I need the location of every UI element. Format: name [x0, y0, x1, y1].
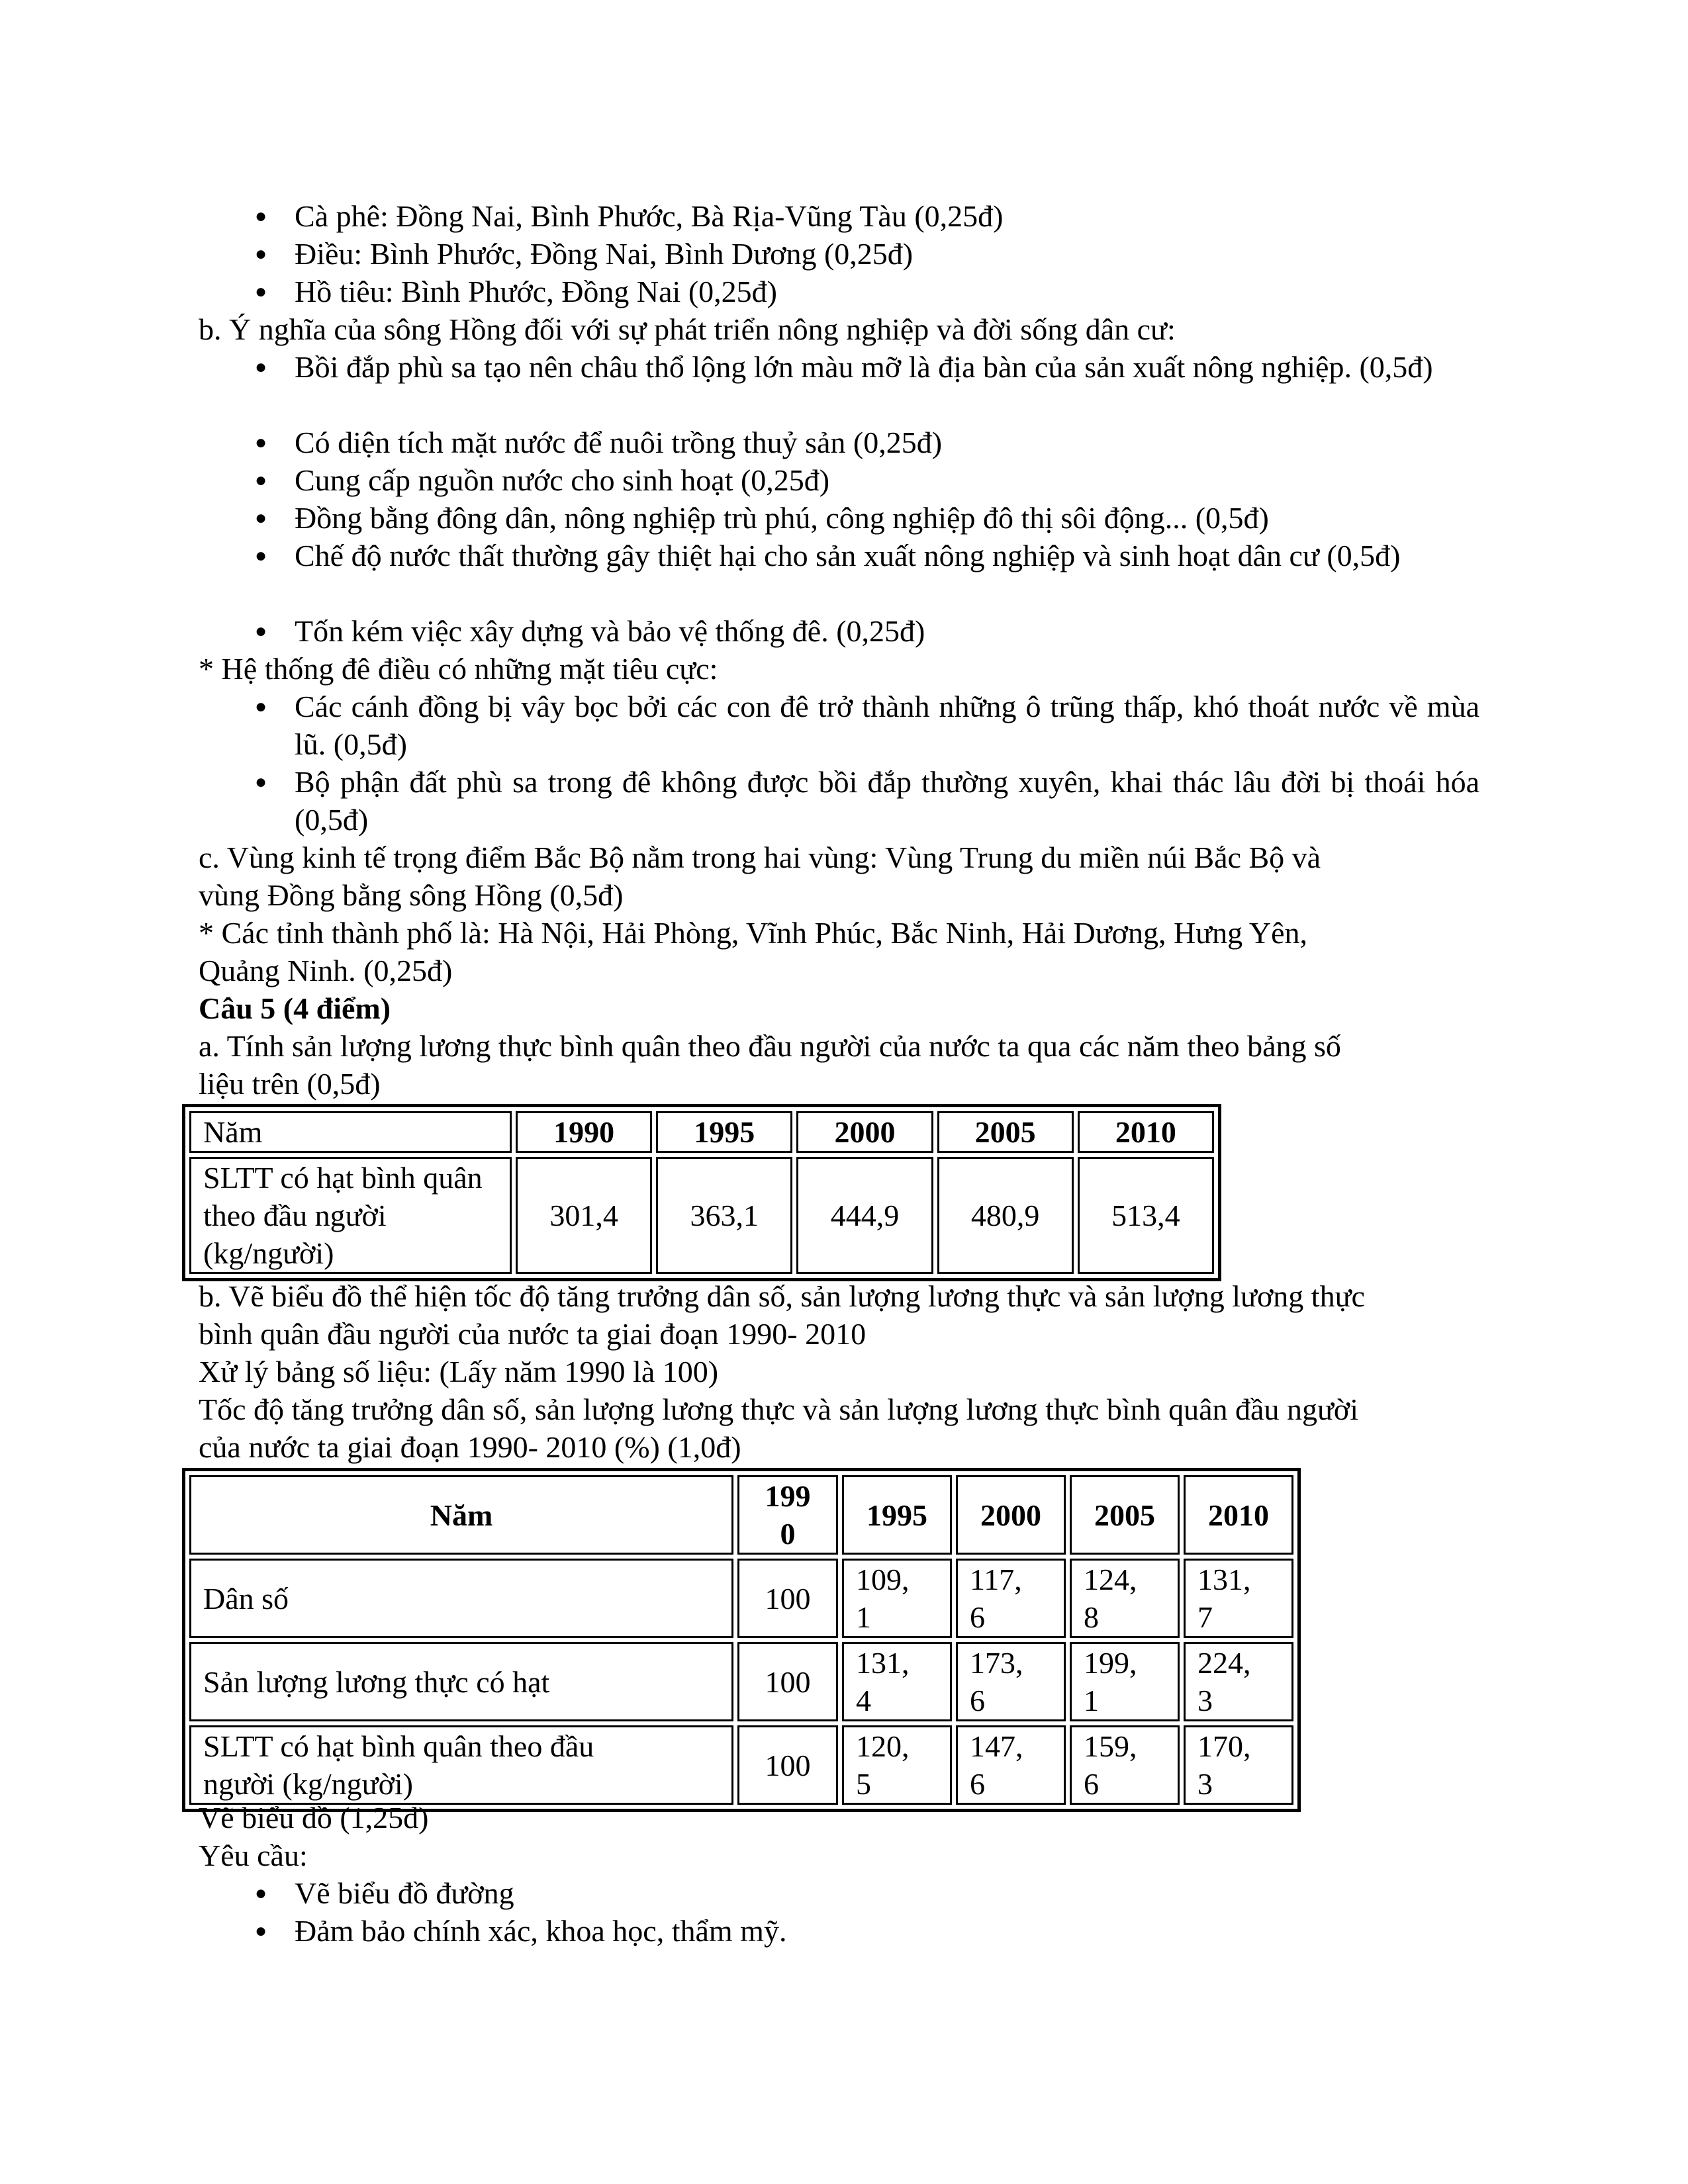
- table-header-row: [189, 1475, 1293, 1555]
- part-c-text: Quảng Ninh. (0,25đ): [199, 954, 453, 987]
- list-item: ● Chế độ nước thất thường gây thiệt hại cho sản xuất nông nghiệp và sinh hoạt dân cư (0,5đ): [295, 537, 1479, 574]
- table-cell: 100: [737, 1642, 838, 1721]
- table-row: [189, 1725, 1293, 1805]
- table-cell: 2000: [796, 1111, 933, 1153]
- bullet-icon: ●: [255, 1920, 267, 1942]
- table-cell: 159, 6: [1070, 1725, 1180, 1805]
- part-b-heading: b. Ý nghĩa của sông Hồng đối với sự phát triển nông nghiệp và đời sống dân cư:: [199, 312, 1176, 346]
- list-item: ● Có diện tích mặt nước để nuôi trồng thuỷ sản (0,25đ): [295, 424, 1552, 461]
- part-c-text: c. Vùng kinh tế trọng điểm Bắc Bộ nằm trong hai vùng: Vùng Trung du miền núi Bắc Bộ và: [199, 841, 1321, 874]
- bullet-icon: ●: [255, 507, 267, 529]
- part-c-text: * Các tỉnh thành phố là: Hà Nội, Hải Phòng, Vĩnh Phúc, Bắc Ninh, Hải Dương, Hưng Yên,: [199, 916, 1308, 950]
- table-cell: 131, 7: [1184, 1559, 1293, 1638]
- bullet-icon: ●: [255, 771, 267, 793]
- table-cell: 117, 6: [956, 1559, 1066, 1638]
- list-item: ● Cung cấp nguồn nước cho sinh hoạt (0,25đ): [295, 461, 1552, 499]
- table-cell: 124, 8: [1070, 1559, 1180, 1638]
- table-cell: 2010: [1078, 1111, 1214, 1153]
- table-cell: 1990: [516, 1111, 652, 1153]
- bullet-icon: ●: [255, 469, 267, 491]
- bullet-icon: ●: [255, 356, 267, 378]
- table-row: [189, 1642, 1293, 1721]
- question-5b-text: Tốc độ tăng trưởng dân số, sản lượng lương thực và sản lượng lương thực bình quân đầu người: [199, 1392, 1358, 1426]
- table-cell: 444,9: [796, 1157, 933, 1274]
- bullet-icon: ●: [255, 1882, 267, 1904]
- table-row-label: Sản lượng lương thực có hạt: [189, 1642, 733, 1721]
- list-item: ● Vẽ biểu đồ đường: [295, 1874, 1552, 1912]
- table-cell: 513,4: [1078, 1157, 1214, 1274]
- list-item: ● Đảm bảo chính xác, khoa học, thẩm mỹ.: [295, 1912, 1552, 1950]
- table-cell: 131, 4: [842, 1642, 952, 1721]
- table-row-label: SLTT có hạt bình quân theo đầu người (kg/người): [189, 1725, 733, 1805]
- table-cell: Năm: [189, 1475, 733, 1555]
- table-cell: 170, 3: [1184, 1725, 1293, 1805]
- table-cell: Năm: [189, 1111, 512, 1153]
- table-row: [189, 1157, 1214, 1274]
- part-c-text: vùng Đồng bằng sông Hồng (0,5đ): [199, 878, 624, 912]
- question-5a-text: a. Tính sản lượng lương thực bình quân theo đầu người của nước ta qua các năm theo bảng số: [199, 1029, 1341, 1063]
- bullet-icon: ●: [255, 545, 267, 567]
- question-5b-text: b. Vẽ biểu đồ thể hiện tốc độ tăng trưởng dân số, sản lượng lương thực và sản lượng lương thực: [199, 1279, 1365, 1313]
- table-cell: 109, 1: [842, 1559, 952, 1638]
- per-capita-table: [182, 1104, 1221, 1281]
- table-cell: 199, 1: [1070, 1642, 1180, 1721]
- bullet-icon: ●: [255, 432, 267, 453]
- bullet-icon: ●: [255, 281, 267, 302]
- table-cell: 2005: [937, 1111, 1074, 1153]
- growth-rate-table: [182, 1468, 1301, 1812]
- question-5b-text: Xử lý bảng số liệu: (Lấy năm 1990 là 100): [199, 1355, 719, 1388]
- table-cell: 480,9: [937, 1157, 1074, 1274]
- requirements-label: Yêu cầu:: [199, 1839, 308, 1872]
- table-cell: 173, 6: [956, 1642, 1066, 1721]
- table-cell: 100: [737, 1559, 838, 1638]
- question-5a-text: liệu trên (0,5đ): [199, 1067, 381, 1101]
- list-item: ● Đồng bằng đông dân, nông nghiệp trù phú, công nghiệp đô thị sôi động... (0,5đ): [295, 499, 1552, 537]
- bullet-icon: ●: [255, 620, 267, 642]
- table-header-row: [189, 1111, 1214, 1153]
- list-item: ● Cà phê: Đồng Nai, Bình Phước, Bà Rịa-Vũng Tàu (0,25đ): [295, 197, 1552, 235]
- table-cell: 224, 3: [1184, 1642, 1293, 1721]
- question-5b-text: bình quân đầu người của nước ta giai đoạn 1990- 2010: [199, 1317, 867, 1351]
- table-row: [189, 1559, 1293, 1638]
- table-cell: 1995: [656, 1111, 792, 1153]
- table-cell: 147, 6: [956, 1725, 1066, 1805]
- table-cell: 363,1: [656, 1157, 792, 1274]
- table-cell: 301,4: [516, 1157, 652, 1274]
- list-item: ● Điều: Bình Phước, Đồng Nai, Bình Dương (0,25đ): [295, 235, 1552, 273]
- table-cell: 2010: [1184, 1475, 1293, 1555]
- table-row-label: SLTT có hạt bình quân theo đầu người (kg/người): [189, 1157, 512, 1274]
- table-cell: 100: [737, 1725, 838, 1805]
- list-item: ● Các cánh đồng bị vây bọc bởi các con đê trở thành những ô trũng thấp, khó thoát nước về mùa lũ. (0,5đ): [295, 688, 1479, 763]
- table-row-label: Dân số: [189, 1559, 733, 1638]
- table-cell: 120, 5: [842, 1725, 952, 1805]
- bullet-icon: ●: [255, 205, 267, 227]
- draw-chart-title: Vẽ biểu đồ (1,25đ): [199, 1801, 429, 1835]
- list-item: ● Bộ phận đất phù sa trong đê không được bồi đắp thường xuyên, khai thác lâu đời bị thoái hóa (0,5đ): [295, 763, 1479, 839]
- dike-heading: * Hệ thống đê điều có những mặt tiêu cực:: [199, 652, 718, 686]
- list-item: ● Tốn kém việc xây dựng và bảo vệ thống đê. (0,25đ): [295, 612, 1552, 650]
- table-cell: 199 0: [737, 1475, 838, 1555]
- bullet-icon: ●: [255, 696, 267, 717]
- table-cell: 2005: [1070, 1475, 1180, 1555]
- list-item: ● Hồ tiêu: Bình Phước, Đồng Nai (0,25đ): [295, 273, 1552, 310]
- list-item: ● Bồi đắp phù sa tạo nên châu thổ lộng lớn màu mỡ là địa bàn của sản xuất nông nghiệp. (0,5đ): [295, 348, 1479, 386]
- question-5b-text: của nước ta giai đoạn 1990- 2010 (%) (1,0đ): [199, 1430, 741, 1464]
- table-cell: 1995: [842, 1475, 952, 1555]
- table-cell: 2000: [956, 1475, 1066, 1555]
- bullet-icon: ●: [255, 243, 267, 265]
- question-5-title: Câu 5 (4 điểm): [199, 991, 391, 1025]
